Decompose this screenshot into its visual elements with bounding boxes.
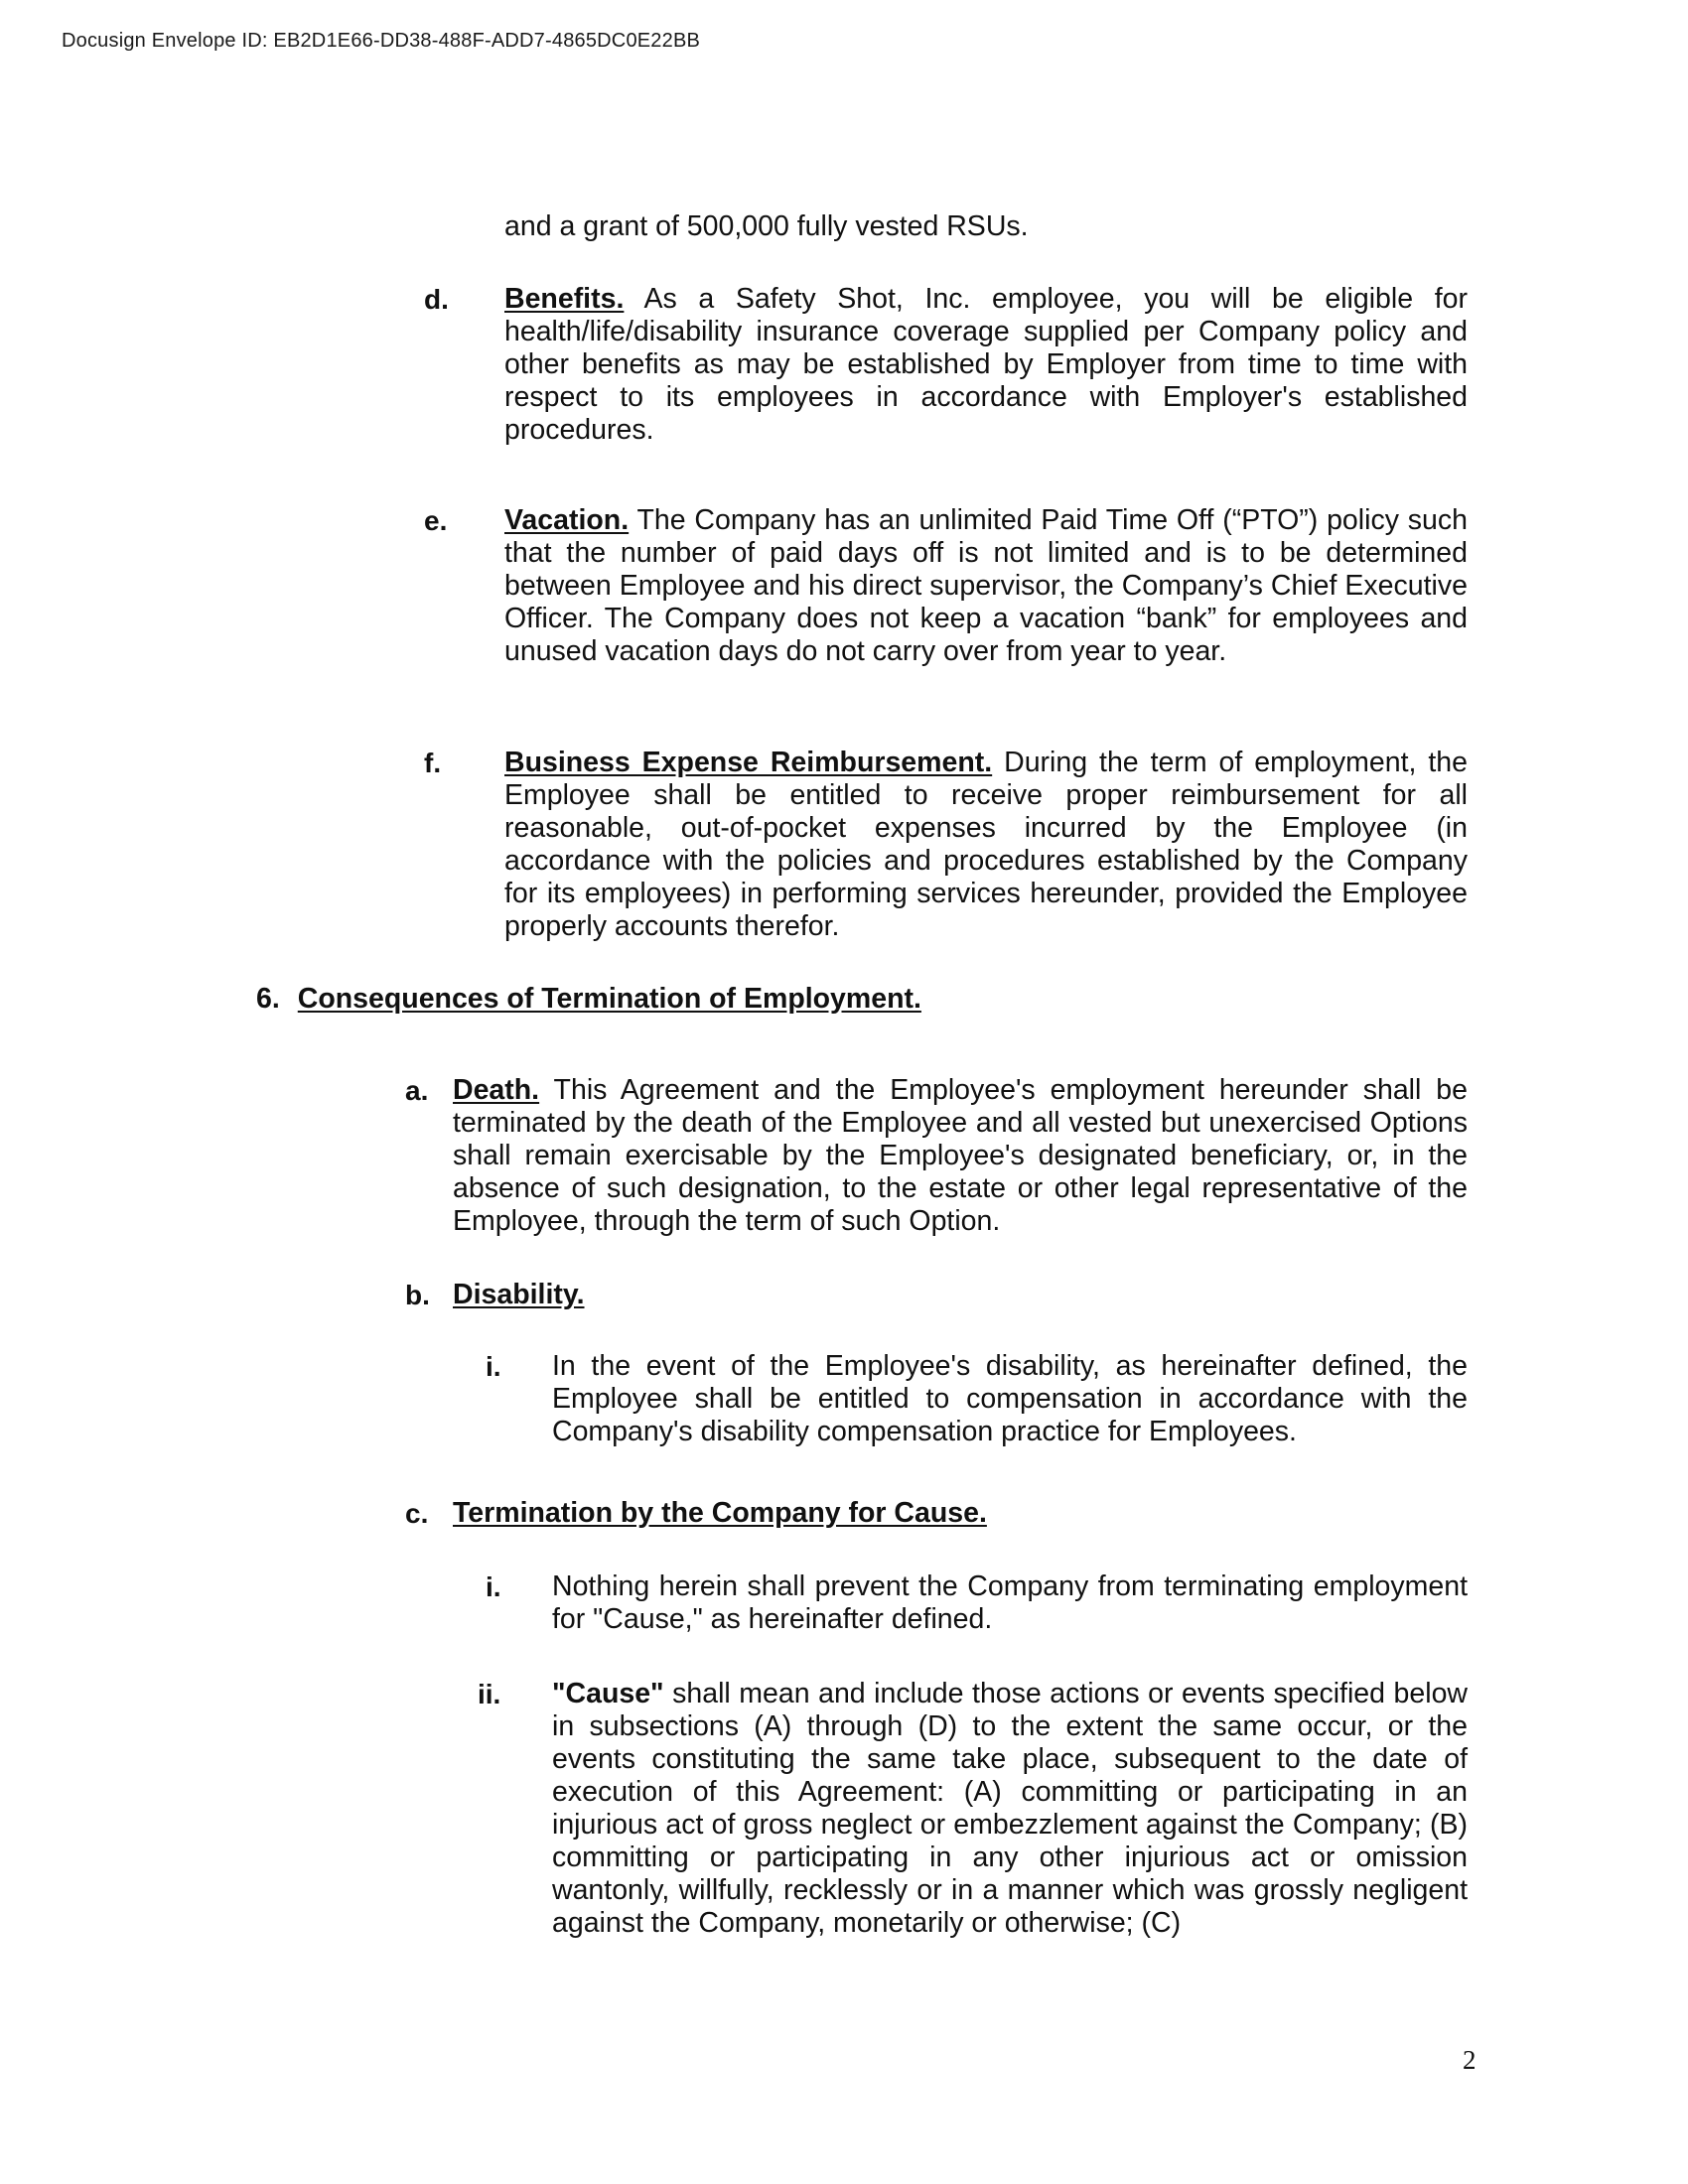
item-6c-i-label: i.: [486, 1571, 501, 1602]
item-6c-heading: [453, 1497, 1468, 1530]
item-6c-i-paragraph: Nothing herein shall prevent the Company from terminating employment for "Cause," as hereinafter defined.: [552, 1570, 1468, 1635]
page-number: 2: [1463, 2045, 1477, 2075]
item-e-heading: Vacation.: [504, 504, 630, 536]
item-6b-i-paragraph: In the event of the Employee's disability, as hereinafter defined, the Employee shall be entitled to compensation in accordance with the Company's disability compensation practice for Employees.: [552, 1350, 1468, 1447]
item-d-paragraph: [504, 283, 1468, 447]
section-6-heading: [256, 983, 921, 1016]
item-f-paragraph: [504, 747, 1468, 943]
item-e-text: The Company has an unlimited Paid Time Off (“PTO”) policy such that the number of paid days off is not limited and is to be determined between Employee and his direct supervisor, the Company’s Chief Executive Officer. The Company does not keep a vacation “bank” for employees and unused vacation days do not carry over from year to year.: [504, 504, 1468, 667]
item-6a-text: This Agreement and the Employee's employment hereunder shall be terminated by the death of the Employee and all vested but unexercised Options shall remain exercisable by the Employee's designated beneficiary, or, in the absence of such designation, to the estate or other legal representative of the Employee, through the term of such Option.: [453, 1074, 1468, 1237]
item-6a-label: a.: [405, 1075, 429, 1106]
item-e-label: e.: [424, 505, 448, 536]
item-d-text: As a Safety Shot, Inc. employee, you will be eligible for health/life/disability insurance coverage supplied per Company policy and other benefits as may be established by Employer from time to time with respect to its employees in accordance with Employer's established procedures.: [504, 283, 1468, 446]
item-6c-ii-text: shall mean and include those actions or events specified below in subsections (A) through (D) to the extent the same occur, or the events constituting the same take place, subsequent to the date of execution of this Agreement: (A) committing or participating in an injurious act of gross neglect or embezzlement against the Company; (B) committing or participating in any other injurious act or omission wantonly, willfully, recklessly or in a manner which was grossly negligent against the Company, monetarily or otherwise; (C): [552, 1678, 1468, 1939]
item-6a-heading: Death.: [453, 1074, 540, 1106]
intro-line: and a grant of 500,000 fully vested RSUs.: [504, 210, 1029, 242]
item-6a-paragraph: [453, 1074, 1468, 1238]
item-6c-ii-label: ii.: [478, 1679, 501, 1709]
item-d-heading: Benefits.: [504, 283, 625, 315]
section-6-number: 6.: [256, 983, 280, 1015]
item-e-paragraph: [504, 504, 1468, 668]
item-6b-title: Disability.: [453, 1279, 585, 1310]
item-d-label: d.: [424, 284, 449, 315]
item-6b-i-label: i.: [486, 1351, 501, 1382]
item-f-heading: Business Expense Reimbursement.: [504, 747, 993, 778]
item-6b-label: b.: [405, 1280, 430, 1310]
envelope-id: Docusign Envelope ID: EB2D1E66-DD38-488F-ADD7-4865DC0E22BB: [62, 30, 701, 52]
item-f-text: During the term of employment, the Employee shall be entitled to receive proper reimbursement for all reasonable, out-of-pocket expenses incurred by the Employee (in accordance with the policies and procedures established by the Company for its employees) in performing services hereunder, provided the Employee properly accounts therefor.: [504, 747, 1468, 942]
item-6c-title: Termination by the Company for Cause.: [453, 1497, 987, 1529]
item-6b-heading: [453, 1279, 1468, 1311]
item-6c-ii-paragraph: [552, 1678, 1468, 1940]
item-f-label: f.: [424, 748, 442, 778]
section-6-title: Consequences of Termination of Employment.: [297, 983, 921, 1015]
cause-term: "Cause": [552, 1678, 664, 1709]
item-6c-label: c.: [405, 1498, 429, 1529]
